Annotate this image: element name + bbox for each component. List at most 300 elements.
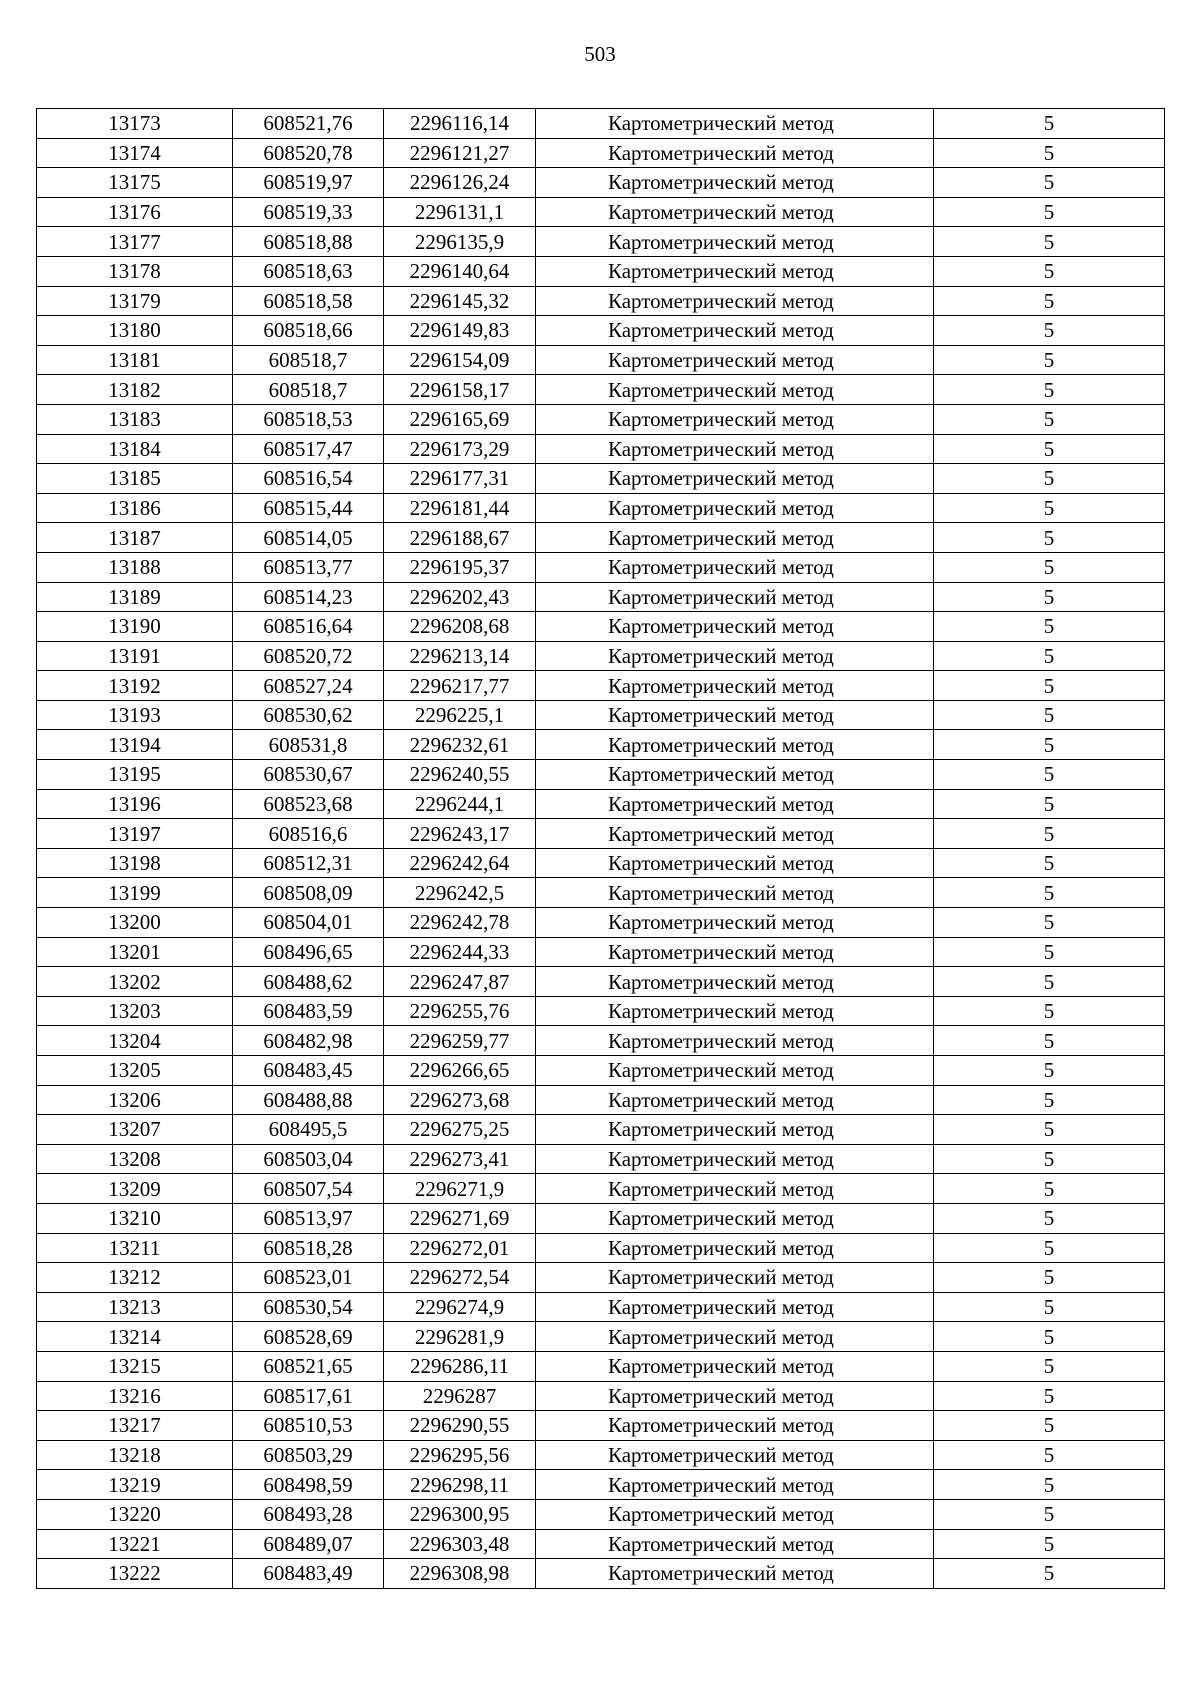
table-row	[37, 730, 1165, 760]
table-row	[37, 523, 1165, 553]
accuracy-cell: 5	[934, 1174, 1165, 1204]
accuracy-cell: 5	[934, 996, 1165, 1026]
accuracy-cell: 5	[934, 1559, 1165, 1589]
method-cell: Картометрический метод	[536, 1203, 934, 1233]
x-coordinate-cell: 608519,33	[233, 197, 384, 227]
point-number-cell: 13212	[37, 1263, 233, 1293]
y-coordinate-cell: 2296244,33	[384, 937, 536, 967]
x-coordinate-cell: 608518,53	[233, 404, 384, 434]
point-number-cell: 13197	[37, 819, 233, 849]
method-cell: Картометрический метод	[536, 819, 934, 849]
y-coordinate-cell: 2296121,27	[384, 138, 536, 168]
accuracy-cell: 5	[934, 168, 1165, 198]
accuracy-cell: 5	[934, 937, 1165, 967]
y-coordinate-cell: 2296213,14	[384, 641, 536, 671]
method-cell: Картометрический метод	[536, 523, 934, 553]
accuracy-cell: 5	[934, 404, 1165, 434]
table-row	[37, 789, 1165, 819]
point-number-cell: 13196	[37, 789, 233, 819]
accuracy-cell: 5	[934, 375, 1165, 405]
method-cell: Картометрический метод	[536, 1174, 934, 1204]
y-coordinate-cell: 2296242,64	[384, 848, 536, 878]
y-coordinate-cell: 2296247,87	[384, 967, 536, 997]
x-coordinate-cell: 608528,69	[233, 1322, 384, 1352]
y-coordinate-cell: 2296149,83	[384, 316, 536, 346]
x-coordinate-cell: 608513,77	[233, 552, 384, 582]
method-cell: Картометрический метод	[536, 316, 934, 346]
accuracy-cell: 5	[934, 523, 1165, 553]
x-coordinate-cell: 608518,7	[233, 345, 384, 375]
y-coordinate-cell: 2296272,54	[384, 1263, 536, 1293]
table-row	[37, 197, 1165, 227]
y-coordinate-cell: 2296177,31	[384, 464, 536, 494]
method-cell: Картометрический метод	[536, 730, 934, 760]
point-number-cell: 13205	[37, 1056, 233, 1086]
table-row	[37, 612, 1165, 642]
x-coordinate-cell: 608516,54	[233, 464, 384, 494]
table-row	[37, 848, 1165, 878]
accuracy-cell: 5	[934, 286, 1165, 316]
x-coordinate-cell: 608495,5	[233, 1115, 384, 1145]
point-number-cell: 13214	[37, 1322, 233, 1352]
table-row	[37, 1529, 1165, 1559]
method-cell: Картометрический метод	[536, 937, 934, 967]
accuracy-cell: 5	[934, 760, 1165, 790]
point-number-cell: 13216	[37, 1381, 233, 1411]
method-cell: Картометрический метод	[536, 434, 934, 464]
x-coordinate-cell: 608518,28	[233, 1233, 384, 1263]
table-row	[37, 641, 1165, 671]
accuracy-cell: 5	[934, 138, 1165, 168]
accuracy-cell: 5	[934, 1144, 1165, 1174]
table-row	[37, 819, 1165, 849]
point-number-cell: 13174	[37, 138, 233, 168]
x-coordinate-cell: 608531,8	[233, 730, 384, 760]
y-coordinate-cell: 2296154,09	[384, 345, 536, 375]
point-number-cell: 13187	[37, 523, 233, 553]
accuracy-cell: 5	[934, 1470, 1165, 1500]
accuracy-cell: 5	[934, 878, 1165, 908]
x-coordinate-cell: 608488,62	[233, 967, 384, 997]
x-coordinate-cell: 608512,31	[233, 848, 384, 878]
accuracy-cell: 5	[934, 730, 1165, 760]
table-row	[37, 286, 1165, 316]
accuracy-cell: 5	[934, 1085, 1165, 1115]
method-cell: Картометрический метод	[536, 464, 934, 494]
method-cell: Картометрический метод	[536, 138, 934, 168]
accuracy-cell: 5	[934, 256, 1165, 286]
accuracy-cell: 5	[934, 464, 1165, 494]
point-number-cell: 13183	[37, 404, 233, 434]
point-number-cell: 13219	[37, 1470, 233, 1500]
point-number-cell: 13209	[37, 1174, 233, 1204]
accuracy-cell: 5	[934, 316, 1165, 346]
point-number-cell: 13175	[37, 168, 233, 198]
method-cell: Картометрический метод	[536, 641, 934, 671]
accuracy-cell: 5	[934, 109, 1165, 139]
x-coordinate-cell: 608519,97	[233, 168, 384, 198]
method-cell: Картометрический метод	[536, 256, 934, 286]
table-row	[37, 464, 1165, 494]
x-coordinate-cell: 608498,59	[233, 1470, 384, 1500]
accuracy-cell: 5	[934, 227, 1165, 257]
x-coordinate-cell: 608523,68	[233, 789, 384, 819]
method-cell: Картометрический метод	[536, 1351, 934, 1381]
y-coordinate-cell: 2296242,78	[384, 908, 536, 938]
method-cell: Картометрический метод	[536, 168, 934, 198]
method-cell: Картометрический метод	[536, 671, 934, 701]
y-coordinate-cell: 2296259,77	[384, 1026, 536, 1056]
table-row	[37, 493, 1165, 523]
table-row	[37, 760, 1165, 790]
accuracy-cell: 5	[934, 848, 1165, 878]
point-number-cell: 13206	[37, 1085, 233, 1115]
point-number-cell: 13189	[37, 582, 233, 612]
method-cell: Картометрический метод	[536, 1115, 934, 1145]
x-coordinate-cell: 608510,53	[233, 1411, 384, 1441]
accuracy-cell: 5	[934, 1263, 1165, 1293]
method-cell: Картометрический метод	[536, 1292, 934, 1322]
y-coordinate-cell: 2296202,43	[384, 582, 536, 612]
x-coordinate-cell: 608518,58	[233, 286, 384, 316]
x-coordinate-cell: 608508,09	[233, 878, 384, 908]
x-coordinate-cell: 608530,67	[233, 760, 384, 790]
x-coordinate-cell: 608516,64	[233, 612, 384, 642]
y-coordinate-cell: 2296131,1	[384, 197, 536, 227]
y-coordinate-cell: 2296273,68	[384, 1085, 536, 1115]
point-number-cell: 13217	[37, 1411, 233, 1441]
table-row	[37, 1470, 1165, 1500]
y-coordinate-cell: 2296208,68	[384, 612, 536, 642]
point-number-cell: 13200	[37, 908, 233, 938]
y-coordinate-cell: 2296287	[384, 1381, 536, 1411]
method-cell: Картометрический метод	[536, 345, 934, 375]
accuracy-cell: 5	[934, 612, 1165, 642]
y-coordinate-cell: 2296116,14	[384, 109, 536, 139]
table-row	[37, 256, 1165, 286]
x-coordinate-cell: 608523,01	[233, 1263, 384, 1293]
table-row	[37, 1322, 1165, 1352]
point-number-cell: 13177	[37, 227, 233, 257]
point-number-cell: 13221	[37, 1529, 233, 1559]
table-row	[37, 967, 1165, 997]
point-number-cell: 13211	[37, 1233, 233, 1263]
table-row	[37, 1056, 1165, 1086]
y-coordinate-cell: 2296295,56	[384, 1440, 536, 1470]
y-coordinate-cell: 2296300,95	[384, 1499, 536, 1529]
accuracy-cell: 5	[934, 493, 1165, 523]
x-coordinate-cell: 608514,23	[233, 582, 384, 612]
y-coordinate-cell: 2296173,29	[384, 434, 536, 464]
point-number-cell: 13180	[37, 316, 233, 346]
point-number-cell: 13202	[37, 967, 233, 997]
table-row	[37, 1499, 1165, 1529]
y-coordinate-cell: 2296298,11	[384, 1470, 536, 1500]
accuracy-cell: 5	[934, 789, 1165, 819]
x-coordinate-cell: 608518,66	[233, 316, 384, 346]
accuracy-cell: 5	[934, 1115, 1165, 1145]
point-number-cell: 13215	[37, 1351, 233, 1381]
point-number-cell: 13203	[37, 996, 233, 1026]
method-cell: Картометрический метод	[536, 612, 934, 642]
y-coordinate-cell: 2296242,5	[384, 878, 536, 908]
point-number-cell: 13213	[37, 1292, 233, 1322]
y-coordinate-cell: 2296181,44	[384, 493, 536, 523]
x-coordinate-cell: 608496,65	[233, 937, 384, 967]
accuracy-cell: 5	[934, 700, 1165, 730]
x-coordinate-cell: 608516,6	[233, 819, 384, 849]
x-coordinate-cell: 608521,65	[233, 1351, 384, 1381]
y-coordinate-cell: 2296217,77	[384, 671, 536, 701]
table-row	[37, 1292, 1165, 1322]
accuracy-cell: 5	[934, 1529, 1165, 1559]
method-cell: Картометрический метод	[536, 878, 934, 908]
method-cell: Картометрический метод	[536, 286, 934, 316]
table-row	[37, 908, 1165, 938]
point-number-cell: 13220	[37, 1499, 233, 1529]
accuracy-cell: 5	[934, 1499, 1165, 1529]
table-row	[37, 937, 1165, 967]
table-row	[37, 109, 1165, 139]
y-coordinate-cell: 2296303,48	[384, 1529, 536, 1559]
y-coordinate-cell: 2296244,1	[384, 789, 536, 819]
y-coordinate-cell: 2296140,64	[384, 256, 536, 286]
table-row	[37, 1263, 1165, 1293]
method-cell: Картометрический метод	[536, 197, 934, 227]
point-number-cell: 13179	[37, 286, 233, 316]
point-number-cell: 13192	[37, 671, 233, 701]
table-row	[37, 227, 1165, 257]
accuracy-cell: 5	[934, 1203, 1165, 1233]
x-coordinate-cell: 608518,63	[233, 256, 384, 286]
y-coordinate-cell: 2296274,9	[384, 1292, 536, 1322]
method-cell: Картометрический метод	[536, 1026, 934, 1056]
y-coordinate-cell: 2296275,25	[384, 1115, 536, 1145]
x-coordinate-cell: 608493,28	[233, 1499, 384, 1529]
y-coordinate-cell: 2296165,69	[384, 404, 536, 434]
y-coordinate-cell: 2296272,01	[384, 1233, 536, 1263]
point-number-cell: 13191	[37, 641, 233, 671]
method-cell: Картометрический метод	[536, 908, 934, 938]
y-coordinate-cell: 2296145,32	[384, 286, 536, 316]
method-cell: Картометрический метод	[536, 700, 934, 730]
point-number-cell: 13188	[37, 552, 233, 582]
point-number-cell: 13181	[37, 345, 233, 375]
x-coordinate-cell: 608521,76	[233, 109, 384, 139]
point-number-cell: 13195	[37, 760, 233, 790]
x-coordinate-cell: 608530,54	[233, 1292, 384, 1322]
x-coordinate-cell: 608483,59	[233, 996, 384, 1026]
x-coordinate-cell: 608518,7	[233, 375, 384, 405]
x-coordinate-cell: 608482,98	[233, 1026, 384, 1056]
y-coordinate-cell: 2296273,41	[384, 1144, 536, 1174]
table-row	[37, 375, 1165, 405]
point-number-cell: 13190	[37, 612, 233, 642]
method-cell: Картометрический метод	[536, 404, 934, 434]
method-cell: Картометрический метод	[536, 1263, 934, 1293]
accuracy-cell: 5	[934, 671, 1165, 701]
method-cell: Картометрический метод	[536, 1233, 934, 1263]
y-coordinate-cell: 2296240,55	[384, 760, 536, 790]
table-row	[37, 316, 1165, 346]
accuracy-cell: 5	[934, 1026, 1165, 1056]
point-number-cell: 13176	[37, 197, 233, 227]
x-coordinate-cell: 608483,45	[233, 1056, 384, 1086]
y-coordinate-cell: 2296308,98	[384, 1559, 536, 1589]
y-coordinate-cell: 2296255,76	[384, 996, 536, 1026]
table-row	[37, 1559, 1165, 1589]
point-number-cell: 13199	[37, 878, 233, 908]
accuracy-cell: 5	[934, 1322, 1165, 1352]
method-cell: Картометрический метод	[536, 996, 934, 1026]
x-coordinate-cell: 608503,04	[233, 1144, 384, 1174]
table-row	[37, 404, 1165, 434]
x-coordinate-cell: 608517,61	[233, 1381, 384, 1411]
x-coordinate-cell: 608520,72	[233, 641, 384, 671]
method-cell: Картометрический метод	[536, 582, 934, 612]
point-number-cell: 13193	[37, 700, 233, 730]
x-coordinate-cell: 608520,78	[233, 138, 384, 168]
point-number-cell: 13222	[37, 1559, 233, 1589]
table-row	[37, 1233, 1165, 1263]
table-row	[37, 1144, 1165, 1174]
point-number-cell: 13201	[37, 937, 233, 967]
table-row	[37, 1351, 1165, 1381]
method-cell: Картометрический метод	[536, 1529, 934, 1559]
method-cell: Картометрический метод	[536, 1499, 934, 1529]
x-coordinate-cell: 608483,49	[233, 1559, 384, 1589]
accuracy-cell: 5	[934, 1440, 1165, 1470]
table-row	[37, 1085, 1165, 1115]
x-coordinate-cell: 608489,07	[233, 1529, 384, 1559]
point-number-cell: 13185	[37, 464, 233, 494]
table-row	[37, 1381, 1165, 1411]
table-row	[37, 138, 1165, 168]
accuracy-cell: 5	[934, 819, 1165, 849]
page-number: 503	[584, 42, 616, 66]
y-coordinate-cell: 2296281,9	[384, 1322, 536, 1352]
x-coordinate-cell: 608517,47	[233, 434, 384, 464]
point-number-cell: 13218	[37, 1440, 233, 1470]
point-number-cell: 13194	[37, 730, 233, 760]
method-cell: Картометрический метод	[536, 375, 934, 405]
point-number-cell: 13186	[37, 493, 233, 523]
method-cell: Картометрический метод	[536, 1085, 934, 1115]
accuracy-cell: 5	[934, 641, 1165, 671]
method-cell: Картометрический метод	[536, 552, 934, 582]
method-cell: Картометрический метод	[536, 1381, 934, 1411]
y-coordinate-cell: 2296188,67	[384, 523, 536, 553]
accuracy-cell: 5	[934, 1381, 1165, 1411]
table-row	[37, 1203, 1165, 1233]
accuracy-cell: 5	[934, 1351, 1165, 1381]
accuracy-cell: 5	[934, 1233, 1165, 1263]
accuracy-cell: 5	[934, 908, 1165, 938]
point-number-cell: 13178	[37, 256, 233, 286]
y-coordinate-cell: 2296243,17	[384, 819, 536, 849]
point-number-cell: 13173	[37, 109, 233, 139]
method-cell: Картометрический метод	[536, 1559, 934, 1589]
accuracy-cell: 5	[934, 967, 1165, 997]
method-cell: Картометрический метод	[536, 109, 934, 139]
method-cell: Картометрический метод	[536, 227, 934, 257]
table-row	[37, 434, 1165, 464]
y-coordinate-cell: 2296225,1	[384, 700, 536, 730]
x-coordinate-cell: 608514,05	[233, 523, 384, 553]
point-number-cell: 13182	[37, 375, 233, 405]
table-row	[37, 1440, 1165, 1470]
x-coordinate-cell: 608513,97	[233, 1203, 384, 1233]
y-coordinate-cell: 2296232,61	[384, 730, 536, 760]
table-row	[37, 1174, 1165, 1204]
table-row	[37, 700, 1165, 730]
point-number-cell: 13207	[37, 1115, 233, 1145]
x-coordinate-cell: 608504,01	[233, 908, 384, 938]
table-row	[37, 552, 1165, 582]
accuracy-cell: 5	[934, 197, 1165, 227]
x-coordinate-cell: 608530,62	[233, 700, 384, 730]
y-coordinate-cell: 2296271,9	[384, 1174, 536, 1204]
point-number-cell: 13208	[37, 1144, 233, 1174]
y-coordinate-cell: 2296135,9	[384, 227, 536, 257]
method-cell: Картометрический метод	[536, 1056, 934, 1086]
table-row	[37, 1115, 1165, 1145]
y-coordinate-cell: 2296271,69	[384, 1203, 536, 1233]
x-coordinate-cell: 608503,29	[233, 1440, 384, 1470]
y-coordinate-cell: 2296158,17	[384, 375, 536, 405]
table-row	[37, 1026, 1165, 1056]
y-coordinate-cell: 2296195,37	[384, 552, 536, 582]
point-number-cell: 13184	[37, 434, 233, 464]
table-body	[37, 109, 1165, 1589]
method-cell: Картометрический метод	[536, 1440, 934, 1470]
accuracy-cell: 5	[934, 1292, 1165, 1322]
x-coordinate-cell: 608507,54	[233, 1174, 384, 1204]
point-number-cell: 13210	[37, 1203, 233, 1233]
table-row	[37, 996, 1165, 1026]
x-coordinate-cell: 608518,88	[233, 227, 384, 257]
method-cell: Картометрический метод	[536, 1144, 934, 1174]
table-row	[37, 671, 1165, 701]
method-cell: Картометрический метод	[536, 493, 934, 523]
x-coordinate-cell: 608515,44	[233, 493, 384, 523]
method-cell: Картометрический метод	[536, 967, 934, 997]
accuracy-cell: 5	[934, 1056, 1165, 1086]
method-cell: Картометрический метод	[536, 789, 934, 819]
y-coordinate-cell: 2296290,55	[384, 1411, 536, 1441]
coordinates-table	[36, 108, 1165, 1589]
table-row	[37, 878, 1165, 908]
method-cell: Картометрический метод	[536, 1470, 934, 1500]
accuracy-cell: 5	[934, 582, 1165, 612]
accuracy-cell: 5	[934, 434, 1165, 464]
y-coordinate-cell: 2296286,11	[384, 1351, 536, 1381]
accuracy-cell: 5	[934, 1411, 1165, 1441]
point-number-cell: 13198	[37, 848, 233, 878]
table-row	[37, 582, 1165, 612]
method-cell: Картометрический метод	[536, 848, 934, 878]
accuracy-cell: 5	[934, 345, 1165, 375]
accuracy-cell: 5	[934, 552, 1165, 582]
method-cell: Картометрический метод	[536, 1411, 934, 1441]
table-row	[37, 1411, 1165, 1441]
x-coordinate-cell: 608527,24	[233, 671, 384, 701]
method-cell: Картометрический метод	[536, 760, 934, 790]
y-coordinate-cell: 2296126,24	[384, 168, 536, 198]
method-cell: Картометрический метод	[536, 1322, 934, 1352]
point-number-cell: 13204	[37, 1026, 233, 1056]
table-row	[37, 345, 1165, 375]
